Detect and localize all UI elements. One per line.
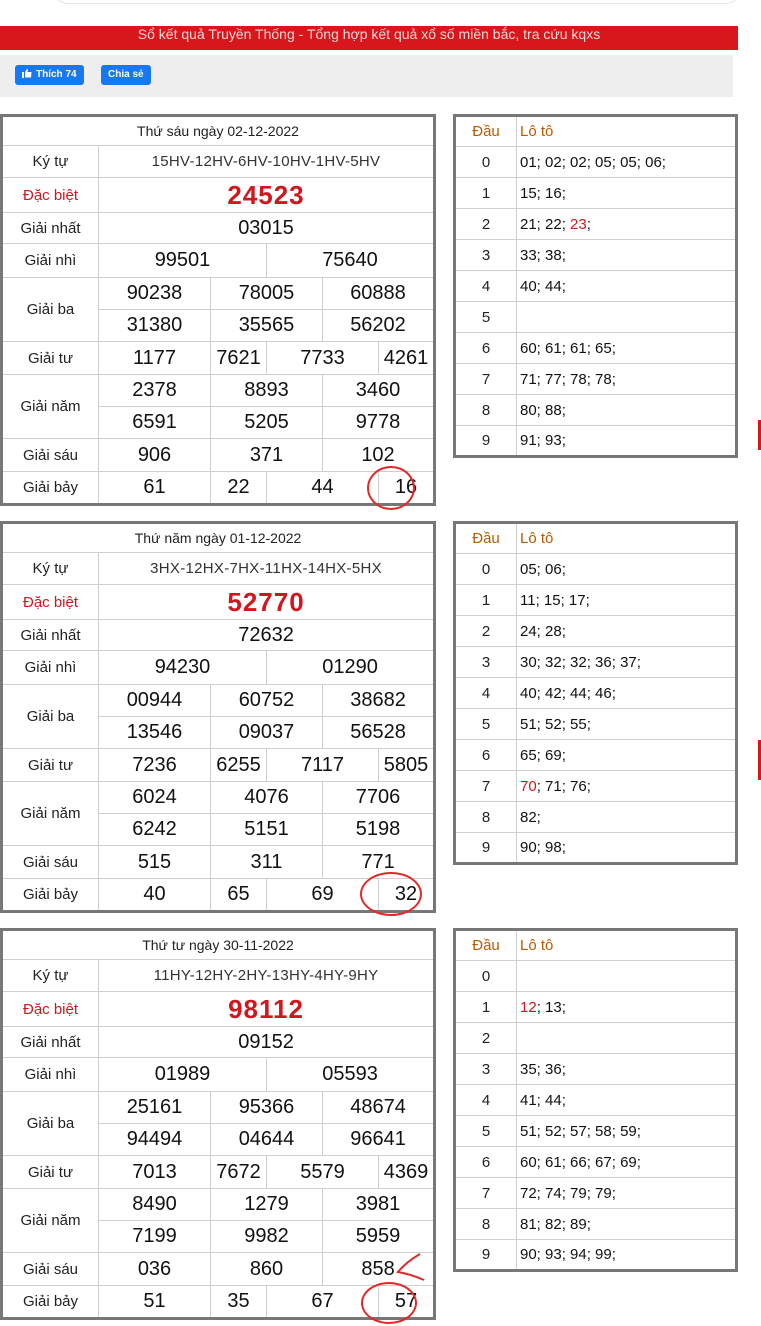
loto-values-text: 82; [520, 808, 541, 826]
loto-values [517, 178, 737, 209]
loto-row [455, 1054, 737, 1085]
sixth-prize: 515 [99, 846, 211, 879]
loto-values-text: 90; 93; 94; 99; [520, 1246, 616, 1263]
loto-row [455, 1023, 737, 1054]
label-giai-nhi: Giải nhì [2, 1058, 99, 1092]
draw-date: Thứ tư ngày 30-11-2022 [2, 930, 435, 960]
seventh-prize: 65 [211, 879, 267, 912]
label-giai-tu: Giải tư [2, 1156, 99, 1189]
third-prize: 90238 [99, 278, 211, 310]
label-giai-nhat: Giải nhất [2, 1027, 99, 1058]
second-prize: 01290 [267, 651, 435, 685]
loto-values-text: 21; 22; [520, 215, 571, 233]
loto-head-digit: 0 [455, 147, 517, 178]
third-prize: 00944 [99, 685, 211, 717]
fourth-prize: 7117 [267, 749, 379, 782]
loto-head-digit: 8 [455, 802, 517, 833]
label-giai-nam: Giải năm [2, 1189, 99, 1253]
label-giai-bay: Giải bảy [2, 879, 99, 912]
loto-head-digit: 4 [455, 678, 517, 709]
seventh-prize: 67 [267, 1286, 379, 1319]
special-prize: 98112 [99, 992, 435, 1027]
loto-values [517, 271, 737, 302]
result-table [0, 521, 436, 913]
fifth-prize: 7706 [323, 782, 435, 814]
loto-row [455, 1178, 737, 1209]
loto-row [455, 178, 737, 209]
loto-values [517, 1209, 737, 1240]
loto-head-digit: 5 [455, 709, 517, 740]
label-giai-tu: Giải tư [2, 749, 99, 782]
third-prize: 35565 [211, 310, 323, 342]
third-prize: 04644 [211, 1124, 323, 1156]
loto-head-digit: 1 [455, 585, 517, 616]
loto-row [455, 333, 737, 364]
third-prize: 48674 [323, 1092, 435, 1124]
loto-row [455, 395, 737, 426]
third-prize: 38682 [323, 685, 435, 717]
loto-head-digit: 3 [455, 1054, 517, 1085]
loto-values-text: 51; 52; 55; [520, 715, 591, 733]
fourth-prize: 4261 [379, 342, 435, 375]
loto-values-text: ; 71; 76; [536, 777, 591, 795]
loto-row [455, 1240, 737, 1271]
loto-values [517, 1240, 737, 1271]
seventh-prize: 51 [99, 1286, 211, 1319]
draw-date: Thứ năm ngày 01-12-2022 [2, 523, 435, 553]
loto-values-text: 65; 69; [520, 746, 566, 764]
label-giai-bay: Giải bảy [2, 1286, 99, 1319]
third-prize: 60752 [211, 685, 323, 717]
label-giai-ba: Giải ba [2, 1092, 99, 1156]
label-giai-nhat: Giải nhất [2, 620, 99, 651]
fifth-prize: 3981 [323, 1189, 435, 1221]
loto-head-digit: 5 [455, 1116, 517, 1147]
third-prize: 56528 [323, 717, 435, 749]
loto-values [517, 647, 737, 678]
loto-row [455, 740, 737, 771]
share-button[interactable] [101, 65, 151, 85]
second-prize: 75640 [267, 244, 435, 278]
banner-text: Sổ kết quả Truyền Thống - Tổng hợp kết quả xổ số miền bắc, tra cứu kqxs [137, 26, 601, 42]
loto-head-digit: 9 [455, 426, 517, 457]
fifth-prize: 5198 [323, 814, 435, 846]
loto-header-loto: Lô tô [517, 116, 737, 147]
loto-values [517, 771, 737, 802]
label-giai-bay: Giải bảy [2, 472, 99, 505]
third-prize: 31380 [99, 310, 211, 342]
loto-values [517, 1116, 737, 1147]
loto-row [455, 802, 737, 833]
loto-values [517, 709, 737, 740]
loto-row [455, 709, 737, 740]
loto-values [517, 1178, 737, 1209]
loto-values-text: 51; 52; 57; 58; 59; [520, 1122, 641, 1140]
loto-row [455, 678, 737, 709]
loto-values-text: 72; 74; 79; 79; [520, 1184, 616, 1202]
fifth-prize: 6242 [99, 814, 211, 846]
loto-values [517, 740, 737, 771]
loto-values-text: 71; 77; 78; 78; [520, 370, 616, 388]
fourth-prize: 7236 [99, 749, 211, 782]
label-ky-tu: Ký tự [2, 146, 99, 178]
loto-head-digit: 4 [455, 271, 517, 302]
label-dac-biet: Đặc biệt [2, 178, 99, 213]
loto-values [517, 616, 737, 647]
loto-values [517, 209, 737, 240]
label-dac-biet: Đặc biệt [2, 585, 99, 620]
thumbs-up-icon [22, 69, 32, 78]
seventh-prize: 61 [99, 472, 211, 505]
loto-values [517, 1054, 737, 1085]
fourth-prize: 4369 [379, 1156, 435, 1189]
loto-values-text: 33; 38; [520, 246, 566, 264]
label-giai-nam: Giải năm [2, 375, 99, 439]
like-button[interactable] [15, 65, 84, 85]
seventh-prize: 40 [99, 879, 211, 912]
loto-values [517, 395, 737, 426]
loto-values [517, 961, 737, 992]
label-giai-nhi: Giải nhì [2, 244, 99, 278]
label-giai-nhi: Giải nhì [2, 651, 99, 685]
fourth-prize: 5579 [267, 1156, 379, 1189]
loto-head-digit: 6 [455, 333, 517, 364]
ky-tu-value: 3HX-12HX-7HX-11HX-14HX-5HX [99, 553, 435, 585]
fifth-prize: 9982 [211, 1221, 323, 1253]
loto-row [455, 1209, 737, 1240]
fifth-prize: 6591 [99, 407, 211, 439]
label-giai-ba: Giải ba [2, 685, 99, 749]
label-giai-nhat: Giải nhất [2, 213, 99, 244]
loto-row [455, 426, 737, 457]
sixth-prize: 036 [99, 1253, 211, 1286]
third-prize: 95366 [211, 1092, 323, 1124]
loto-row [455, 961, 737, 992]
seventh-prize: 32 [379, 879, 435, 912]
seventh-prize: 22 [211, 472, 267, 505]
fifth-prize: 6024 [99, 782, 211, 814]
loto-values [517, 992, 737, 1023]
loto-values [517, 802, 737, 833]
loto-head-digit: 3 [455, 240, 517, 271]
sixth-prize: 906 [99, 439, 211, 472]
loto-values-text: 90; 98; [520, 839, 566, 856]
loto-values-text: 60; 61; 66; 67; 69; [520, 1153, 641, 1171]
label-dac-biet: Đặc biệt [2, 992, 99, 1027]
special-prize: 52770 [99, 585, 435, 620]
label-giai-nam: Giải năm [2, 782, 99, 846]
label-giai-sau: Giải sáu [2, 439, 99, 472]
loto-head-digit: 0 [455, 961, 517, 992]
result-table [0, 928, 436, 1320]
loto-head-digit: 7 [455, 771, 517, 802]
fifth-prize: 5205 [211, 407, 323, 439]
fifth-prize: 7199 [99, 1221, 211, 1253]
loto-values [517, 833, 737, 864]
loto-values-text: 05; 06; [520, 560, 566, 578]
loto-row [455, 992, 737, 1023]
second-prize: 01989 [99, 1058, 267, 1092]
loto-row [455, 209, 737, 240]
sixth-prize: 860 [211, 1253, 323, 1286]
fifth-prize: 4076 [211, 782, 323, 814]
loto-header-dau: Đầu [455, 116, 517, 147]
draw-date: Thứ sáu ngày 02-12-2022 [2, 116, 435, 146]
second-prize: 05593 [267, 1058, 435, 1092]
label-giai-tu: Giải tư [2, 342, 99, 375]
ky-tu-value: 15HV-12HV-6HV-10HV-1HV-5HV [99, 146, 435, 178]
third-prize: 56202 [323, 310, 435, 342]
loto-values [517, 426, 737, 457]
loto-head-digit: 2 [455, 616, 517, 647]
loto-values-text: 35; 36; [520, 1060, 566, 1078]
fourth-prize: 5805 [379, 749, 435, 782]
loto-head-digit: 3 [455, 647, 517, 678]
fifth-prize: 9778 [323, 407, 435, 439]
fourth-prize: 7621 [211, 342, 267, 375]
seventh-prize: 16 [379, 472, 435, 505]
label-giai-sau: Giải sáu [2, 846, 99, 879]
like-label: Thích 74 [36, 69, 77, 80]
sixth-prize: 371 [211, 439, 323, 472]
label-giai-sau: Giải sáu [2, 1253, 99, 1286]
sixth-prize: 102 [323, 439, 435, 472]
label-ky-tu: Ký tự [2, 960, 99, 992]
loto-values [517, 364, 737, 395]
second-prize: 94230 [99, 651, 267, 685]
loto-row [455, 271, 737, 302]
fifth-prize: 1279 [211, 1189, 323, 1221]
loto-head-digit: 8 [455, 1209, 517, 1240]
fourth-prize: 7013 [99, 1156, 211, 1189]
loto-values-text: 40; 42; 44; 46; [520, 684, 616, 702]
loto-row [455, 554, 737, 585]
loto-values [517, 678, 737, 709]
label-giai-ba: Giải ba [2, 278, 99, 342]
third-prize: 78005 [211, 278, 323, 310]
fourth-prize: 6255 [211, 749, 267, 782]
fourth-prize: 1177 [99, 342, 211, 375]
third-prize: 94494 [99, 1124, 211, 1156]
social-bar [0, 55, 733, 97]
loto-head-digit: 2 [455, 1023, 517, 1054]
loto-row [455, 1085, 737, 1116]
loto-head-digit: 9 [455, 1240, 517, 1271]
second-prize: 99501 [99, 244, 267, 278]
loto-values-text: 30; 32; 32; 36; 37; [520, 653, 641, 671]
special-prize: 24523 [99, 178, 435, 213]
loto-special-highlight: 70 [520, 777, 537, 795]
loto-values-text: 01; 02; 02; 05; 05; 06; [520, 153, 666, 171]
loto-values [517, 240, 737, 271]
first-prize: 72632 [99, 620, 435, 651]
first-prize: 09152 [99, 1027, 435, 1058]
loto-special-highlight: 23 [570, 215, 587, 233]
loto-head-digit: 0 [455, 554, 517, 585]
loto-values-text: 80; 88; [520, 401, 566, 419]
loto-head-digit: 5 [455, 302, 517, 333]
loto-values-text: 40; 44; [520, 277, 566, 295]
loto-row [455, 771, 737, 802]
sixth-prize: 771 [323, 846, 435, 879]
fifth-prize: 3460 [323, 375, 435, 407]
loto-table [453, 114, 738, 458]
loto-row [455, 1147, 737, 1178]
first-prize: 03015 [99, 213, 435, 244]
fifth-prize: 5959 [323, 1221, 435, 1253]
third-prize: 13546 [99, 717, 211, 749]
loto-values-text: 11; 15; 17; [520, 591, 590, 609]
loto-values-text: 15; 16; [520, 184, 566, 202]
loto-row [455, 147, 737, 178]
loto-header-loto: Lô tô [517, 930, 737, 961]
ky-tu-value: 11HY-12HY-2HY-13HY-4HY-9HY [99, 960, 435, 992]
loto-values [517, 585, 737, 616]
loto-row [455, 1116, 737, 1147]
loto-values-text: 41; 44; [520, 1091, 566, 1109]
loto-row [455, 364, 737, 395]
loto-head-digit: 2 [455, 209, 517, 240]
third-prize: 96641 [323, 1124, 435, 1156]
fourth-prize: 7672 [211, 1156, 267, 1189]
loto-row [455, 833, 737, 864]
loto-head-digit: 8 [455, 395, 517, 426]
loto-values [517, 554, 737, 585]
fifth-prize: 5151 [211, 814, 323, 846]
sixth-prize: 858 [323, 1253, 435, 1286]
loto-values [517, 333, 737, 364]
fifth-prize: 8893 [211, 375, 323, 407]
third-prize: 09037 [211, 717, 323, 749]
loto-header-loto: Lô tô [517, 523, 737, 554]
loto-header-dau: Đầu [455, 523, 517, 554]
loto-row [455, 585, 737, 616]
third-prize: 25161 [99, 1092, 211, 1124]
loto-values [517, 1023, 737, 1054]
loto-head-digit: 9 [455, 833, 517, 864]
fifth-prize: 8490 [99, 1189, 211, 1221]
loto-row [455, 616, 737, 647]
loto-values-text: 60; 61; 61; 65; [520, 339, 616, 357]
sixth-prize: 311 [211, 846, 323, 879]
loto-values-text: 91; 93; [520, 432, 566, 449]
loto-values-text: ; [586, 215, 591, 233]
share-label: Chia sẻ [108, 69, 144, 80]
loto-values-text: 24; 28; [520, 622, 566, 640]
seventh-prize: 69 [267, 879, 379, 912]
loto-values [517, 302, 737, 333]
fourth-prize: 7733 [267, 342, 379, 375]
loto-values-text: ; 13; [536, 998, 566, 1016]
seventh-prize: 35 [211, 1286, 267, 1319]
loto-values [517, 1085, 737, 1116]
loto-row [455, 302, 737, 333]
loto-values-text: 81; 82; 89; [520, 1215, 591, 1233]
loto-table [453, 521, 738, 865]
fifth-prize: 2378 [99, 375, 211, 407]
result-table [0, 114, 436, 506]
loto-values [517, 147, 737, 178]
page-banner [0, 26, 738, 50]
loto-head-digit: 6 [455, 740, 517, 771]
loto-special-highlight: 12 [520, 998, 537, 1016]
label-ky-tu: Ký tự [2, 553, 99, 585]
loto-head-digit: 6 [455, 1147, 517, 1178]
loto-row [455, 240, 737, 271]
seventh-prize: 44 [267, 472, 379, 505]
loto-head-digit: 7 [455, 364, 517, 395]
loto-head-digit: 7 [455, 1178, 517, 1209]
third-prize: 60888 [323, 278, 435, 310]
seventh-prize: 57 [379, 1286, 435, 1319]
loto-head-digit: 4 [455, 1085, 517, 1116]
loto-values [517, 1147, 737, 1178]
loto-head-digit: 1 [455, 178, 517, 209]
loto-table [453, 928, 738, 1272]
loto-header-dau: Đầu [455, 930, 517, 961]
top-card-edge [52, 0, 742, 4]
loto-head-digit: 1 [455, 992, 517, 1023]
loto-row [455, 647, 737, 678]
